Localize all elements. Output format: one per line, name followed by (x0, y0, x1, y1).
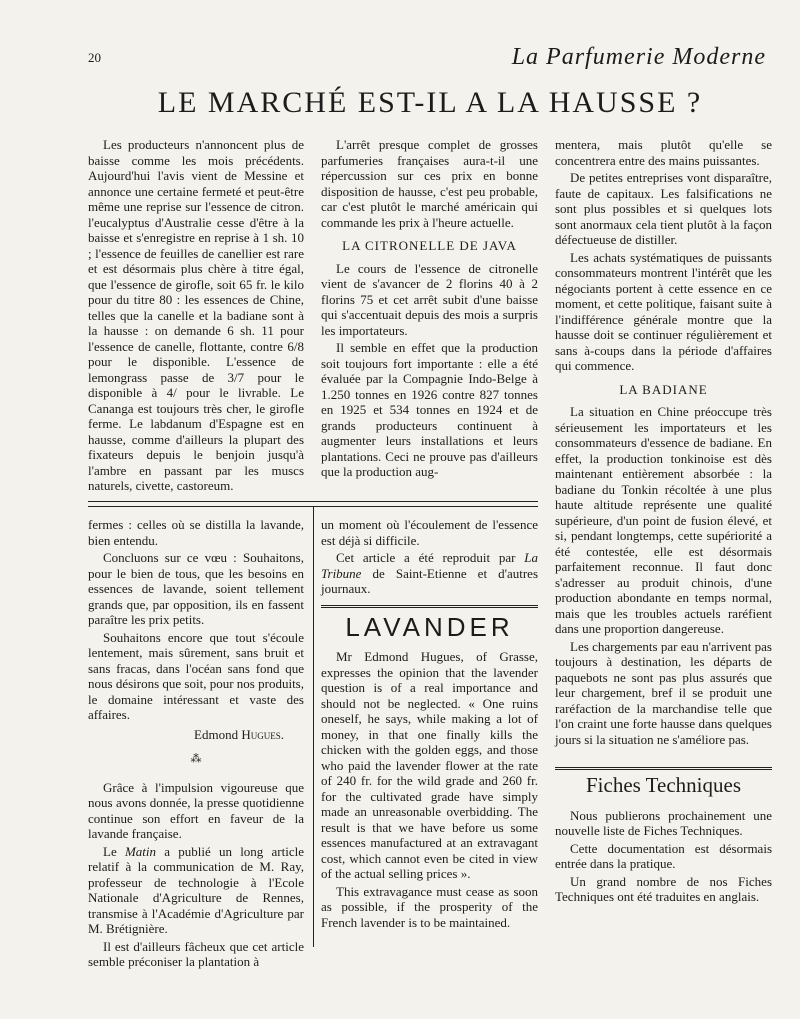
column-1-top (88, 137, 304, 496)
paragraph: This extravagance must cease as soon as possible, if the prosperity of the French lavender is to be maintained. (321, 883, 538, 930)
section-heading-lavander: LAVANDER (345, 611, 514, 642)
column-3 (555, 137, 772, 907)
column-2-bottom (321, 517, 538, 932)
column-2-top (321, 137, 538, 482)
column-divider (313, 507, 314, 947)
column-1-bottom (88, 517, 304, 972)
paragraph: fermes : celles où se distilla la lavande, bien entendu. (88, 517, 304, 548)
paragraph: mentera, mais plutôt qu'elle se concentrera entre des mains puissantes. (555, 137, 772, 168)
section-rule (321, 605, 538, 608)
section-heading-citronelle: LA CITRONELLE DE JAVA (342, 238, 517, 253)
asterism-separator: ⁂ (190, 753, 202, 765)
paragraph (88, 844, 304, 937)
paragraph: La situation en Chine préoccupe très sérieusement les importateurs et les consommateurs d'essence de badiane. En effet, la production tonkinoise est dès maintenant entièrement absorbée : la badiane du Tonkin récoltée à une plus haute altitude représente une qualité supérieure, d'un point de fusion élevé, et si, pendant longtemps, cette supériorité a été contestée, elle est désormais parfaitement reconnue. Il faut donc s'adresser au produit chinois, d'une production abondante en temps normal, mais que les troubles actuels raréfient dans une proportion dangereuse. (555, 404, 772, 636)
signature-first: Edmond (194, 726, 239, 742)
paragraph: Il semble en effet que la production soit toujours fort importante : elle a été évaluée par la Compagnie Indo-Belge à 1.250 tonnes en 1926 contre 827 tonnes en 1925 et 534 tonnes en 1924 et de grands producteurs continuent à augmenter leurs installations et leurs plantations. Ceci ne prouve pas d'ailleurs que la production aug- (321, 340, 538, 479)
newspaper-name: La Tribune (321, 550, 539, 581)
paragraph: Un grand nombre de nos Fiches Techniques ont été traduites en anglais. (555, 873, 772, 904)
text-run: de Saint-Etienne et d'autres journaux. (321, 565, 538, 596)
paragraph: L'arrêt presque complet de grosses parfumeries françaises aura-t-il une répercussion sur ces prix en bonne disposition de hausse, c'est peu probable, car c'est plutôt le marché américain qui commande les prix à l'heure actuelle. (321, 137, 538, 230)
paragraph: un moment où l'écoulement de l'essence est déjà si difficile. (321, 517, 538, 548)
paragraph: Grâce à l'impulsion vigoureuse que nous avons donnée, la presse quotidienne continue son effort en faveur de la lavande française. (88, 779, 304, 841)
text-run: Cet article a été reproduit par (336, 550, 516, 565)
paragraph: Le cours de l'essence de citronelle vient de s'avancer de 2 florins 40 à 2 florins 75 et cet arrêt subit d'une baisse qui s'accentuait depuis des mois a surpris les importateurs. (321, 260, 538, 338)
text-run: Le (103, 843, 117, 859)
text-run: a publié un long article relatif à la communication de M. Ray, professeur de technologie à l'Ecole Nationale d'Agriculture de Rennes, transmise à l'Académie d'Agriculture par M. Brétignière. (88, 843, 305, 936)
paragraph (321, 550, 538, 597)
signature-last: Hugues. (241, 726, 284, 742)
paragraph: Concluons sur ce vœu : Souhaitons, pour le bien de tous, que les besoins en essences de lavande, soient tellement grands que, par opposition, ils en fassent paraître les prix petits. (88, 550, 304, 627)
paragraph: De petites entreprises vont disparaître, faute de capitaux. Les falsifications ne sont plus possibles et si quelques lots sont anormaux cela tient plutôt à la façon défectueuse de distiller. (555, 170, 772, 247)
newspaper-name: Matin (124, 843, 157, 859)
article-title: LE MARCHÉ EST-IL A LA HAUSSE ? (157, 86, 703, 119)
paragraph: Souhaitons encore que tout s'écoule lentement, mais sûrement, sans bruit et sans fracas, dans l'océan sans fond que nous désirons que soit, pour nos produits, le domaine intéressant et vaste des affaires. (88, 629, 304, 722)
section-heading-fiches: Fiches Techniques (585, 773, 742, 797)
paragraph: Il est d'ailleurs fâcheux que cet article semble préconiser la plantation à (88, 938, 304, 969)
paragraph: Les achats systématiques de puissants consommateurs montrent l'intérêt que les négociants portent à cette essence en ce moment, et cette politique, faisant suite à l'indifférence générale montre que la hausse doit se continuer régulièrement et sans à-coups dans la période d'affaires qui commence. (555, 249, 772, 373)
page-number: 20 (88, 50, 101, 65)
paragraph: Nous publierons prochainement une nouvelle liste de Fiches Techniques. (555, 807, 772, 838)
section-rule (555, 757, 772, 770)
paragraph: Mr Edmond Hugues, of Grasse, expresses the opinion that the lavender question is of a real importance and should not be neglected. « One ruins oneself, he says, while making a lot of money, in that one finally kills the chicken with the golden eggs, and those who paid the lavender flower at the rate of 240 fr. for the wild grade and 260 fr. for the cultivated grade have simply made an unreasonable overbidding. The result is that we have before us some essences manufactured at an extravagant cost, which cannot even be cited in view of the actual selling prices ». (321, 649, 538, 881)
paragraph: Cette documentation est désormais entrée dans la pratique. (555, 840, 772, 871)
paragraph: Les producteurs n'annoncent plus de baisse comme les mois précédents. Aujourd'hui l'avis vient de Messine et annonce une certaine fermeté et peut-être même une reprise sur l'essence de citron. l'eucalyptus d'Australie cesse d'être à la baisse et s'enregistre en reprise à 1 sh. 10 ; l'essence de feuilles de canellier est rare et est désormais plus chère à titre égal, que l'essence de girofle, soit 65 fr. le kilo pour du titre 80 : les essences de Chine, telles que la canelle et la badiane sont à la hausse : on demande 6 sh. 11 pour l'essence de canelle, flottante, contre 6/8 pour le disponible. L'essence de lemongrass passe de 3/7 pour le disponible à 4/ pour le livrable. Le Cananga est toujours très cher, le girofle ferme. Le labdanum d'Espagne est en hausse, comme d'ailleurs la plupart des fixateurs depuis le benjoin jusqu'à l'ambre en passant par les muscs naturels, civette, castoreum. (88, 137, 304, 493)
signature (88, 727, 284, 743)
paragraph: Les chargements par eau n'arrivent pas toujours à destination, les départs de paquebots ne sont pas plus assurés que leur chargement, bref il se produit une raréfaction de la marchandise telle que l'on craint une forte hausse dans quelques jours si la situation ne s'améliore pas. (555, 638, 772, 747)
journal-title: La Parfumerie Moderne (511, 44, 766, 70)
section-heading-badiane: LA BADIANE (619, 381, 708, 397)
